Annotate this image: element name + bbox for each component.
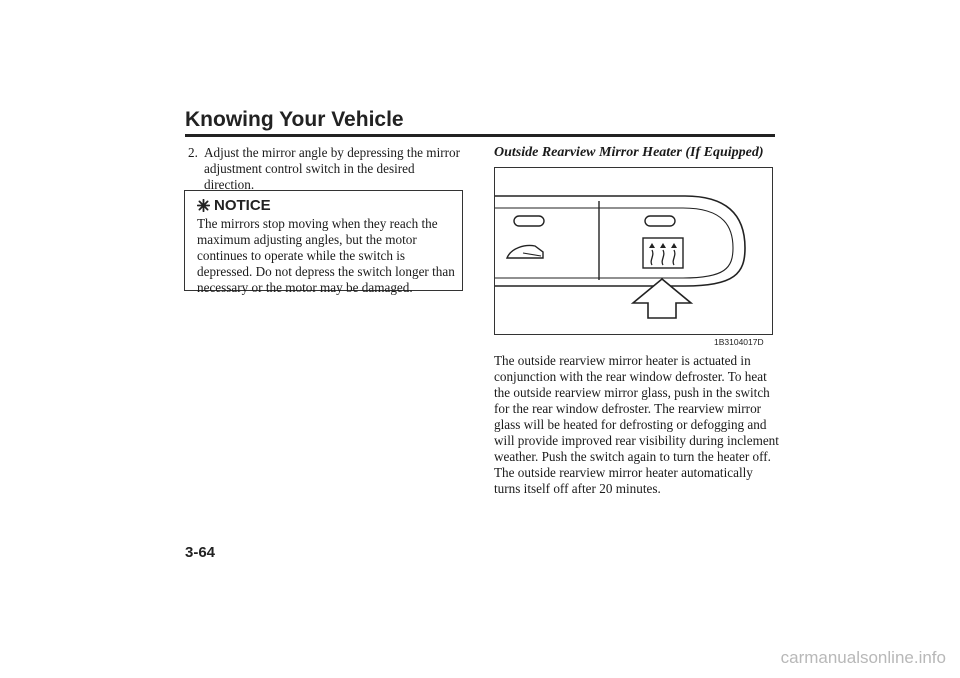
rear-defrost-icon: [643, 238, 683, 268]
page-header-title: Knowing Your Vehicle: [185, 108, 404, 131]
notice-star-icon: [197, 199, 210, 212]
panel-outline: [495, 196, 745, 286]
left-indicator-light: [514, 216, 544, 226]
section-heading: Outside Rearview Mirror Heater (If Equipped): [494, 145, 764, 160]
heater-description: The outside rearview mirror heater is actuated in conjunction with the rear window defroster. To heat the outside rearview mirror glass, push in the switch for the rear window defroster. The rearview mirror glass will be heated for defrosting or defogging and will provide improved rear visibility during inclement weather. Push the switch again to turn the heater off. The outside rearview mirror heater automatically turns itself off after 20 minutes.: [494, 353, 779, 496]
notice-box: [184, 190, 463, 295]
notice-title: NOTICE: [214, 197, 271, 214]
front-defrost-icon: [507, 246, 543, 259]
step-number: 2.: [188, 145, 198, 160]
notice-body: The mirrors stop moving when they reach the maximum adjusting angles, but the motor continues to operate while the switch is depressed. Do not depress the switch longer than necessary or the motor may be damaged.: [197, 216, 455, 295]
watermark: carmanualsonline.info: [780, 648, 946, 667]
panel-inner-outline: [495, 208, 733, 278]
push-arrow-icon: [633, 279, 691, 318]
step-2: [188, 145, 468, 193]
switch-panel-illustration: [495, 168, 773, 335]
notice-heading: [197, 197, 271, 214]
right-indicator-light: [645, 216, 675, 226]
header-rule: [185, 134, 775, 137]
step-text: Adjust the mirror angle by depressing the mirror adjustment control switch in the desired direction.: [204, 145, 460, 192]
figure-code: 1B3104017D: [714, 337, 764, 347]
switch-panel-figure: [494, 167, 773, 335]
page-number: 3-64: [185, 544, 216, 561]
